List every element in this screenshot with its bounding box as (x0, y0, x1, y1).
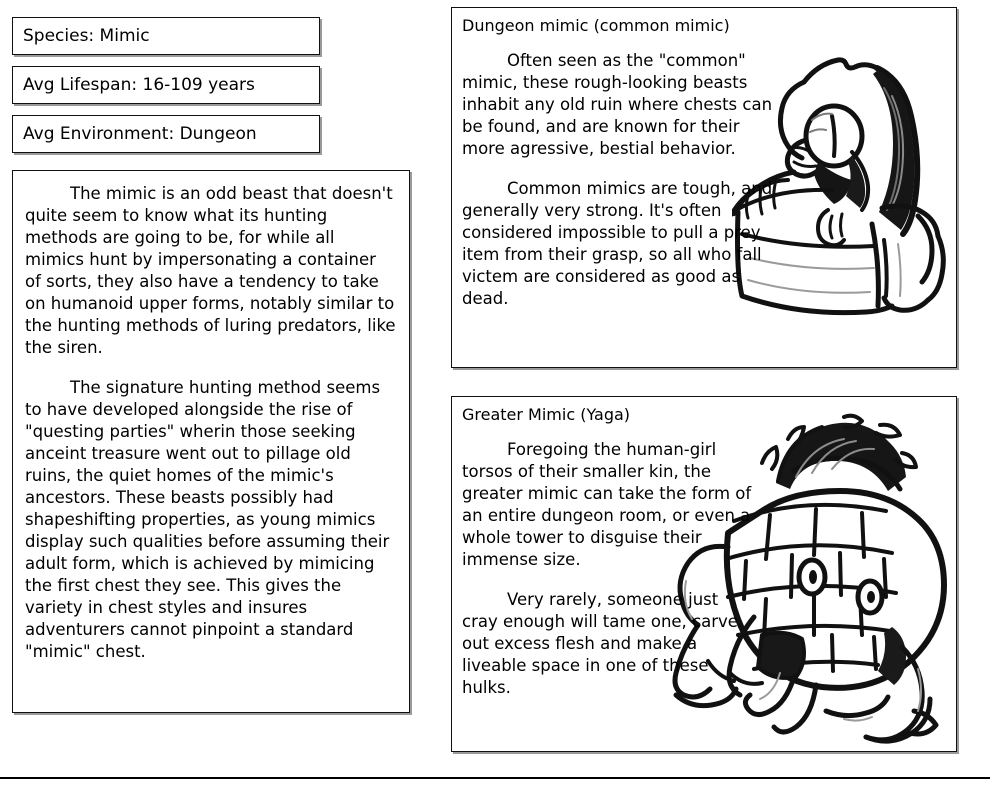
creature-panel-dungeon-mimic (451, 7, 957, 368)
creature-paragraph: Often seen as the "common" mimic, these rough-looking beasts inhabit any old ruin where chests can be found, and are known for their more agressive, bestial behavior. (462, 51, 773, 158)
creature-paragraph: Foregoing the human-girl torsos of their smaller kin, the greater mimic can take the form of an entire dungeon room, or even a whole tower to disguise their immense size. (462, 440, 752, 569)
creature-body-dungeon-mimic (462, 50, 787, 310)
creature-body-greater-mimic (462, 439, 752, 699)
species-description-text (25, 183, 397, 663)
stat-environment-label: Avg Environment: Dungeon (23, 124, 257, 144)
creature-heading-dungeon-mimic: Dungeon mimic (common mimic) (462, 16, 730, 35)
creature-heading-greater-mimic: Greater Mimic (Yaga) (462, 405, 631, 424)
stat-box-species (12, 17, 320, 55)
creature-paragraph: Very rarely, someone just cray enough will tame one, carve out excess flesh and make a liveable space in one of these hulks. (462, 590, 738, 697)
description-paragraph: The mimic is an odd beast that doesn't quite seem to know what its hunting methods are going to be, for while all mimics hunt by impersonating a container of sorts, they also have a tendency to take on humanoid upper forms, notably similar to the hunting methods of luring predators, like the siren. (25, 184, 396, 357)
description-paragraph: The signature hunting method seems to have developed alongside the rise of "questing parties" wherin those seeking anceint treasure went out to pillage old ruins, the quiet homes of the mimic's ancestors. These beasts possibly had shapeshifting properties, as young mimics display such qualities before assuming their adult form, which is achieved by mimicing the first chest they see. This gives the variety in chest styles and insures adventurers cannot pinpoint a standard "mimic" chest. (25, 378, 390, 661)
stat-species-label: Species: Mimic (23, 26, 150, 46)
species-description-panel (12, 170, 410, 713)
creature-panel-greater-mimic (451, 396, 957, 752)
bottom-divider (0, 777, 990, 779)
stat-lifespan-label: Avg Lifespan: 16-109 years (23, 75, 255, 95)
stat-box-lifespan (12, 66, 320, 104)
creature-paragraph: Common mimics are tough, and generally very strong. It's often considered impossible to pull a prey item from their grasp, so all who fall victem are considered as good as dead. (462, 179, 773, 308)
stat-box-environment (12, 115, 320, 153)
